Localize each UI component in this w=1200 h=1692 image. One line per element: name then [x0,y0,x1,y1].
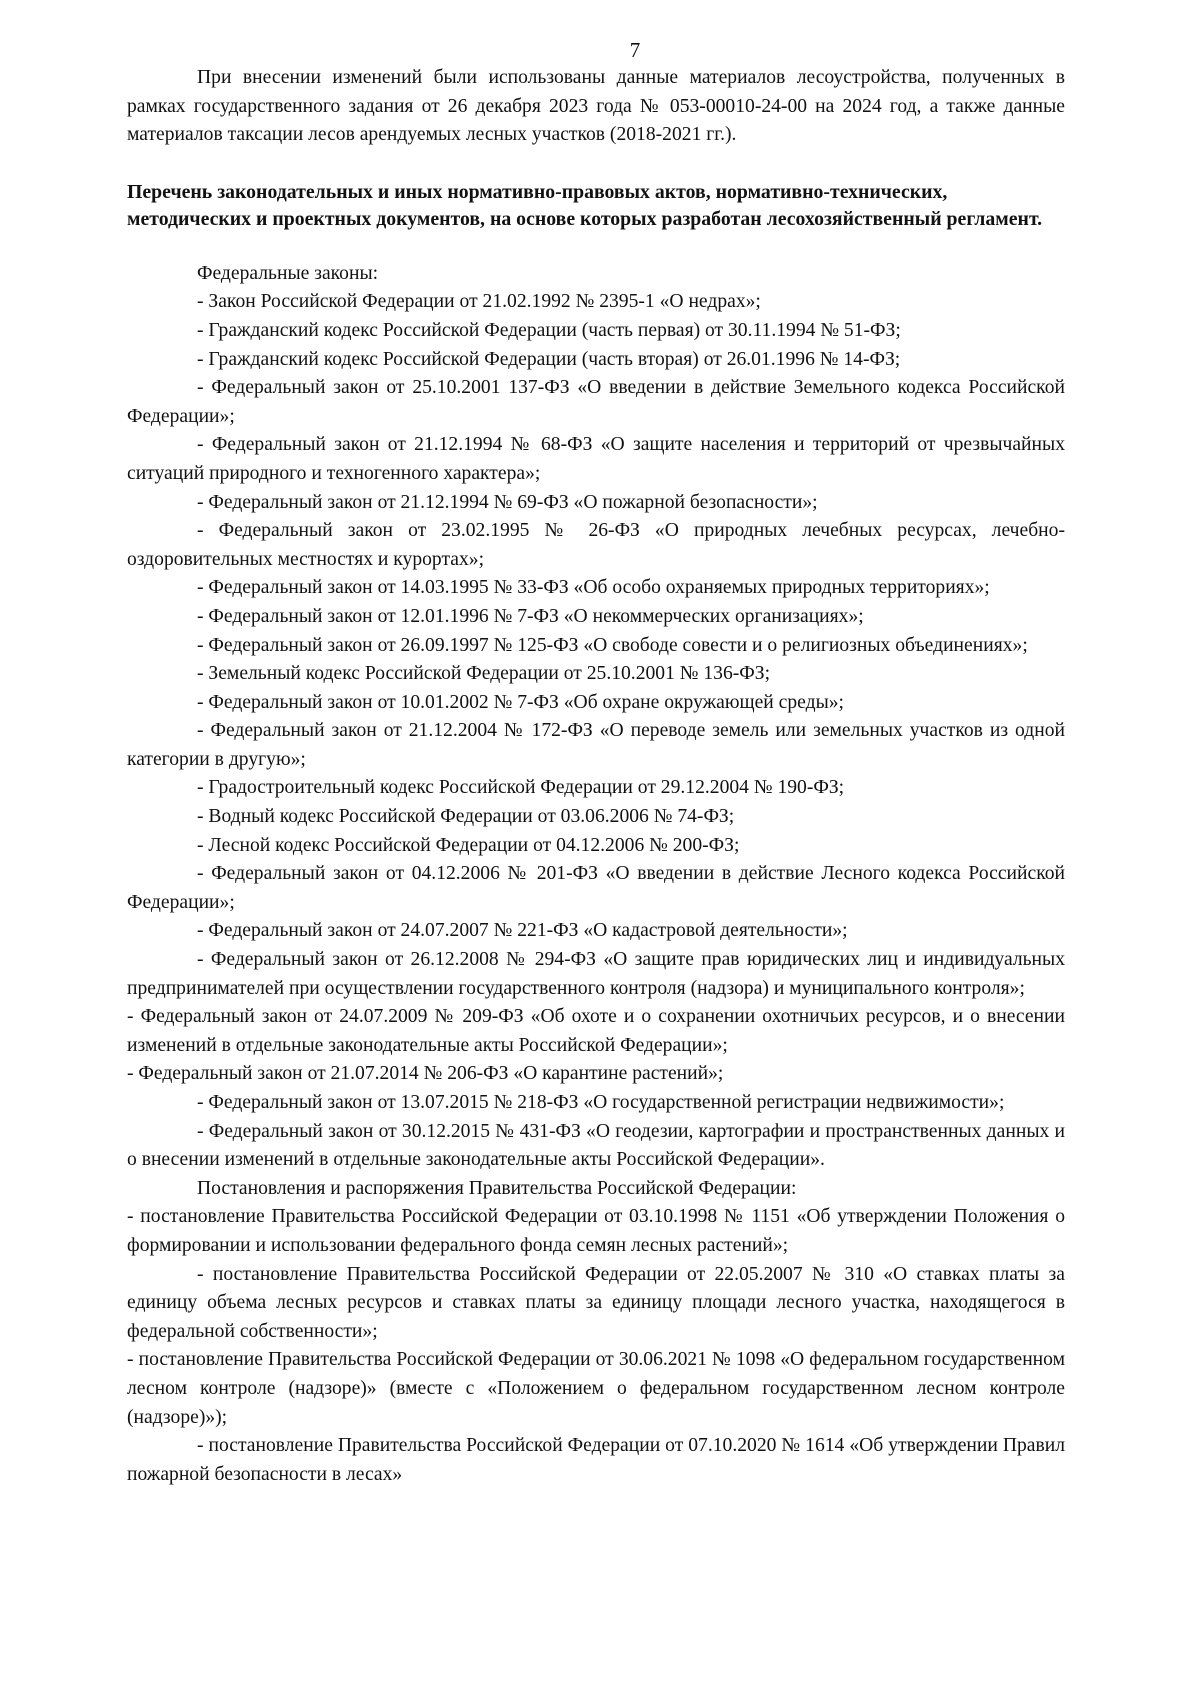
government-act-item: - постановление Правительства Российской Федерации от 03.10.1998 № 1151 «Об утверждении Положения о формировании и использовании федерального фонда семян лесных растений»; [127,1206,1065,1256]
government-acts-title: Постановления и распоряжения Правительства Российской Федерации: [197,1177,797,1199]
law-item: - Федеральный закон от 24.07.2007 № 221-ФЗ «О кадастровой деятельности»; [197,920,848,942]
law-item: - Гражданский кодекс Российской Федерации (часть вторая) от 26.01.1996 № 14-ФЗ; [197,348,901,370]
law-item: - Федеральный закон от 14.03.1995 № 33-ФЗ «Об особо охраняемых природных территориях»; [197,577,990,599]
page-number: 7 [629,38,641,62]
law-item: - Федеральный закон от 25.10.2001 137-ФЗ «О введении в действие Земельного кодекса Российской Федерации»; [127,377,1065,427]
law-item: - Водный кодекс Российской Федерации от 03.06.2006 № 74-ФЗ; [197,806,735,828]
law-item: - Федеральный закон от 26.09.1997 № 125-ФЗ «О свободе совести и о религиозных объединениях»; [197,634,1028,656]
law-item: - Федеральный закон от 10.01.2002 № 7-ФЗ «Об охране окружающей среды»; [197,691,844,713]
law-item: - Градостроительный кодекс Российской Федерации от 29.12.2004 № 190-ФЗ; [197,777,845,799]
law-item: - Гражданский кодекс Российской Федерации (часть первая) от 30.11.1994 № 51-ФЗ; [197,319,901,341]
law-item: - Федеральный закон от 04.12.2006 № 201-ФЗ «О введении в действие Лесного кодекса Российской Федерации»; [127,863,1065,913]
law-item: - Федеральный закон от 21.12.1994 № 68-ФЗ «О защите населения и территорий от чрезвычайных ситуаций природного и техногенного характера»; [127,434,1065,484]
section-heading: Перечень законодательных и иных нормативно-правовых актов, нормативно-технических, методических и проектных документов, на основе которых разработан лесохозяйственный регламент. [127,180,1043,230]
law-item: - Лесной кодекс Российской Федерации от 04.12.2006 № 200-ФЗ; [197,834,740,856]
law-item: - Федеральный закон от 13.07.2015 № 218-ФЗ «О государственной регистрации недвижимости»; [197,1092,1005,1113]
law-item: - Федеральный закон от 26.12.2008 № 294-ФЗ «О защите прав юридических лиц и индивидуальных предпринимателей при осуществлении государственного контроля (надзора) и муниципального контроля»; [127,949,1065,999]
law-item: - Федеральный закон от 24.07.2009 № 209-ФЗ «Об охоте и о сохранении охотничьих ресурсов, и о внесении изменений в отдельные законодательные акты Российской Федерации»; [127,1006,1065,1056]
law-item: - Федеральный закон от 21.07.2014 № 206-ФЗ «О карантине растений»; [127,1063,724,1085]
law-item: - Федеральный закон от 21.12.1994 № 69-ФЗ «О пожарной безопасности»; [197,491,818,513]
federal-laws-title: Федеральные законы: [197,262,379,284]
government-act-item: - постановление Правительства Российской Федерации от 07.10.2020 № 1614 «Об утверждении Правил пожарной безопасности в лесах» [127,1435,1065,1485]
government-act-item: - постановление Правительства Российской Федерации от 22.05.2007 № 310 «О ставках платы за единицу объема лесных ресурсов и ставках платы за единицу площади лесного участка, находящегося в федеральной собственности»; [127,1263,1065,1342]
law-item: - Федеральный закон от 23.02.1995 № 26-ФЗ «О природных лечебных ресурсах, лечебно-оздоровительных местностях и курортах»; [127,520,1065,570]
intro-paragraph: При внесении изменений были использованы данные материалов лесоустройства, полученных в рамках государственного задания от 26 декабря 2023 года № 053-00010-24-00 на 2024 год, а также данные материалов таксации лесов арендуемых лесных участков (2018-2021 гг.). [127,67,1065,146]
law-item: - Федеральный закон от 21.12.2004 № 172-ФЗ «О переводе земель или земельных участков из одной категории в другую»; [127,720,1065,770]
law-item: - Земельный кодекс Российской Федерации от 25.10.2001 № 136-ФЗ; [197,663,771,685]
law-item: - Федеральный закон от 30.12.2015 № 431-ФЗ «О геодезии, картографии и пространственных данных и о внесении изменений в отдельные законодательные акты Российской Федерации». [127,1120,1065,1171]
government-act-item: - постановление Правительства Российской Федерации от 30.06.2021 № 1098 «О федеральном государственном лесном контроле (надзоре)» (вместе с «Положением о федеральном государственном лесном контроле (надзоре)»); [127,1349,1065,1428]
law-item: - Закон Российской Федерации от 21.02.1992 № 2395-1 «О недрах»; [197,291,761,313]
law-item: - Федеральный закон от 12.01.1996 № 7-ФЗ «О некоммерческих организациях»; [197,605,864,627]
page-content [127,64,1065,1489]
